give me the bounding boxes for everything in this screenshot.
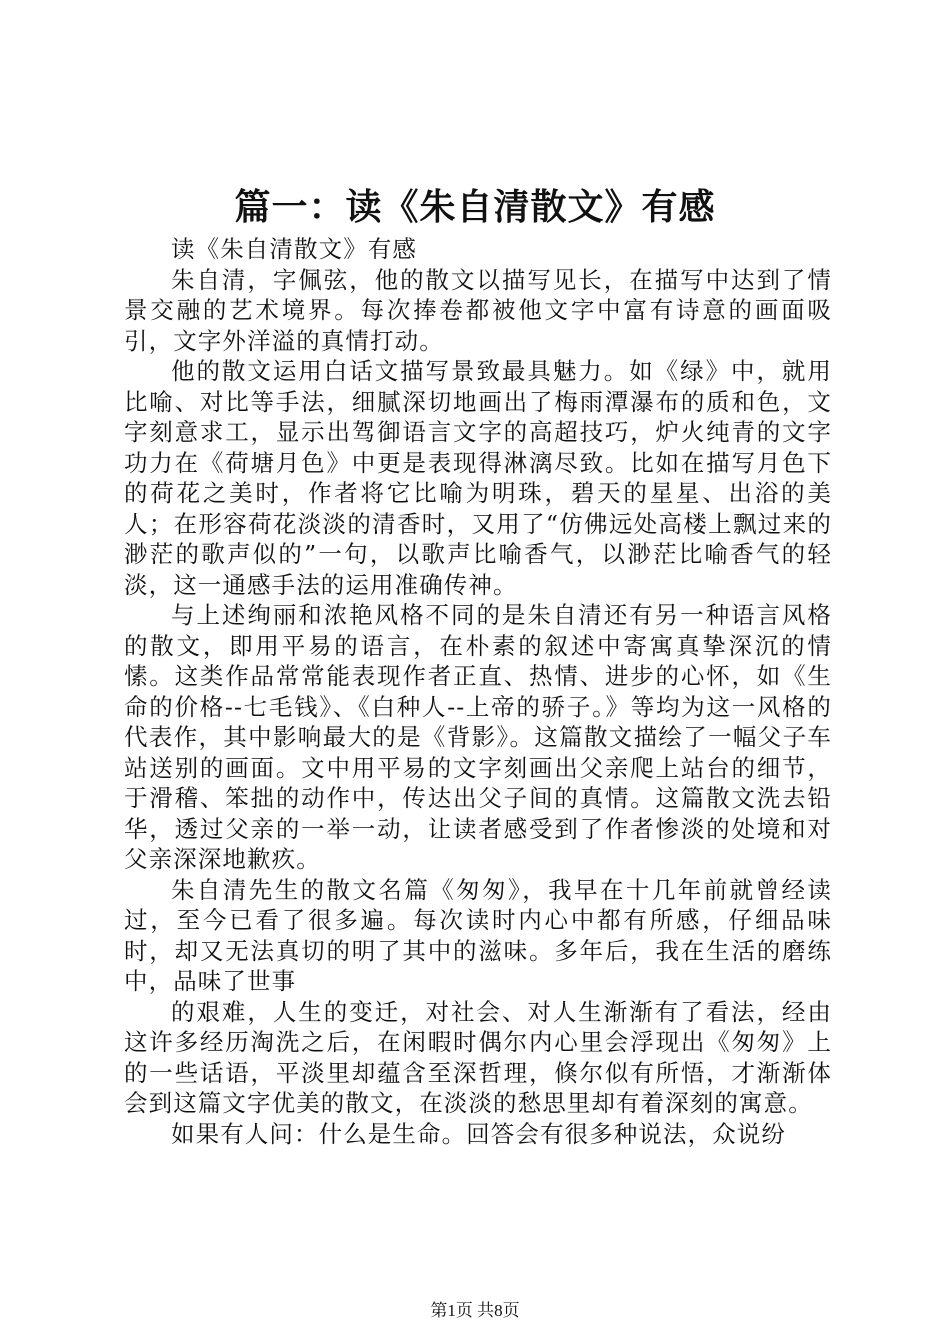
paragraph: 的艰难，人生的变迁，对社会、对人生渐渐有了看法，经由这许多经历淘洗之后，在闲暇时偶尔内心里会浮现出《匆匆》上的一些话语，平淡里却蕴含至深哲理，倏尔似有所悟，才渐渐体会到这篇文字优美的散文，在淡淡的愁思里却有着深刻的寓意。 xyxy=(124,997,832,1117)
paragraph: 朱自清，字佩弦，他的散文以描写见长，在描写中达到了情景交融的艺术境界。每次捧卷都被他文字中富有诗意的画面吸引，文字外洋溢的真情打动。 xyxy=(124,265,832,355)
paragraph: 与上述绚丽和浓艳风格不同的是朱自清还有另一种语言风格的散文，即用平易的语言，在朴素的叙述中寄寓真挚深沉的情愫。这类作品常常能表现作者正直、热情、进步的心怀，如《生命的价格--七毛钱》、《白种人--上帝的骄子。》等均为这一风格的代表作，其中影响最大的是《背影》。这篇散文描绘了一幅父子车站送别的画面。文中用平易的文字刻画出父亲爬上站台的细节，于滑稽、笨拙的动作中，传达出父子间的真情。这篇散文洗去铅华，透过父亲的一举一动，让读者感受到了作者惨淡的处境和对父亲深深地歉疚。 xyxy=(124,601,832,873)
document-title: 篇一：读《朱自清散文》有感 xyxy=(234,187,716,228)
document-body xyxy=(124,234,832,1149)
paragraph: 他的散文运用白话文描写景致最具魅力。如《绿》中，就用比喻、对比等手法，细腻深切地画出了梅雨潭瀑布的质和色，文字刻意求工，显示出驾御语言文字的高超技巧，炉火纯青的文字功力在《荷塘月色》中更是表现得淋漓尽致。比如在描写月色下的荷花之美时，作者将它比喻为明珠，碧天的星星、出浴的美人；在形容荷花淡淡的清香时，又用了“仿佛远处高楼上飘过来的渺茫的歌声似的”一句，以歌声比喻香气，以渺茫比喻香气的轻淡，这一通感手法的运用准确传神。 xyxy=(124,357,832,599)
paragraph: 如果有人问：什么是生命。回答会有很多种说法，众说纷 xyxy=(171,1119,786,1148)
paragraph-subtitle: 读《朱自清散文》有感 xyxy=(171,235,417,263)
page-footer: 第1页 共8页 xyxy=(430,1301,520,1320)
paragraph: 朱自清先生的散文名篇《匆匆》，我早在十几年前就曾经读过，至今已看了很多遍。每次读时内心中都有所感，仔细品味时，却又无法真切的明了其中的滋味。多年后，我在生活的磨练中，品味了世事 xyxy=(124,875,832,995)
